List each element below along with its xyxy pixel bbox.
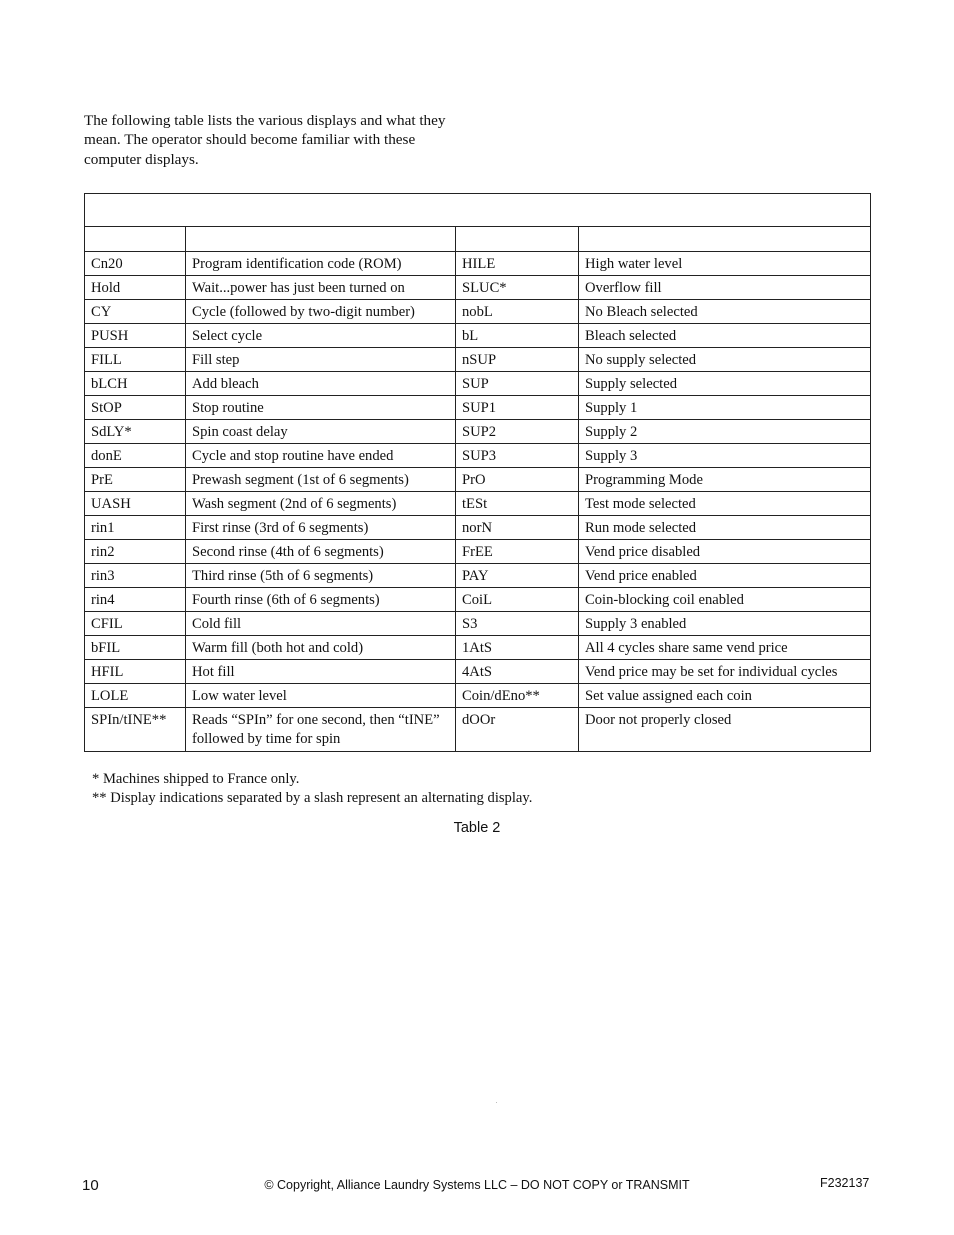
display-meaning: Bleach selected (579, 324, 871, 348)
display-code: 4AtS (456, 660, 579, 684)
display-meaning: Stop routine (186, 396, 456, 420)
intro-paragraph: The following table lists the various displays and what they mean. The operator should become familiar with these computer displays. (84, 112, 446, 168)
display-meaning: First rinse (3rd of 6 segments) (186, 516, 456, 540)
table-row (85, 540, 871, 564)
display-code: 1AtS (456, 636, 579, 660)
display-code: PrO (456, 468, 579, 492)
display-meaning: High water level (579, 252, 871, 276)
display-meaning: Hot fill (186, 660, 456, 684)
display-meaning: Programming Mode (579, 468, 871, 492)
display-code: StOP (85, 396, 186, 420)
display-meaning: Add bleach (186, 372, 456, 396)
display-meaning: Run mode selected (579, 516, 871, 540)
document-code: F232137 (820, 1176, 870, 1190)
display-code: PUSH (85, 324, 186, 348)
display-meaning: No Bleach selected (579, 300, 871, 324)
display-meaning: Low water level (186, 684, 456, 708)
table-row (85, 516, 871, 540)
table-row (85, 492, 871, 516)
display-meaning: Supply 2 (579, 420, 871, 444)
display-code: tESt (456, 492, 579, 516)
table-row (85, 396, 871, 420)
display-meaning: Spin coast delay (186, 420, 456, 444)
display-code: PAY (456, 564, 579, 588)
scan-speck (496, 1102, 497, 1103)
table-row (85, 564, 871, 588)
display-meaning: No supply selected (579, 348, 871, 372)
display-meaning: Vend price enabled (579, 564, 871, 588)
table-row (85, 420, 871, 444)
display-meaning: Prewash segment (1st of 6 segments) (186, 468, 456, 492)
footnote-alternating: ** Display indications separated by a slash represent an alternating display. (92, 790, 533, 806)
display-meaning: Overflow fill (579, 276, 871, 300)
display-code: SdLY* (85, 420, 186, 444)
display-code: dOOr (456, 708, 579, 752)
header-display-2 (456, 227, 579, 252)
display-meaning: Supply 3 (579, 444, 871, 468)
display-meaning: Supply 3 enabled (579, 612, 871, 636)
display-meaning: Vend price may be set for individual cycles (579, 660, 871, 684)
display-code: PrE (85, 468, 186, 492)
display-code: UASH (85, 492, 186, 516)
display-code: S3 (456, 612, 579, 636)
display-meaning: Vend price disabled (579, 540, 871, 564)
display-code: SUP (456, 372, 579, 396)
table-row (85, 708, 871, 752)
header-meaning-2 (579, 227, 871, 252)
display-code: bFIL (85, 636, 186, 660)
table-row (85, 588, 871, 612)
table-caption: Table 2 (453, 820, 501, 836)
display-meaning: Third rinse (5th of 6 segments) (186, 564, 456, 588)
display-meaning: Cold fill (186, 612, 456, 636)
table-row (85, 276, 871, 300)
display-codes-table-container (84, 193, 870, 752)
display-code: nSUP (456, 348, 579, 372)
display-meaning: Door not properly closed (579, 708, 871, 752)
display-code: rin1 (85, 516, 186, 540)
display-code: SLUC* (456, 276, 579, 300)
display-code: bLCH (85, 372, 186, 396)
display-code: bL (456, 324, 579, 348)
table-row (85, 684, 871, 708)
display-code: rin4 (85, 588, 186, 612)
display-code: SUP3 (456, 444, 579, 468)
display-code: SPIn/tINE** (85, 708, 186, 752)
footnote-france: * Machines shipped to France only. (92, 771, 300, 787)
display-meaning: Supply selected (579, 372, 871, 396)
display-meaning: Select cycle (186, 324, 456, 348)
display-code: HILE (456, 252, 579, 276)
display-meaning: Wash segment (2nd of 6 segments) (186, 492, 456, 516)
table-row (85, 300, 871, 324)
display-meaning: Cycle (followed by two-digit number) (186, 300, 456, 324)
display-code: rin2 (85, 540, 186, 564)
display-code: nobL (456, 300, 579, 324)
table-title (85, 194, 871, 227)
display-meaning: All 4 cycles share same vend price (579, 636, 871, 660)
table-row (85, 636, 871, 660)
table-title-row (85, 194, 871, 227)
display-code: CoiL (456, 588, 579, 612)
display-code: Cn20 (85, 252, 186, 276)
display-code: FrEE (456, 540, 579, 564)
display-code: rin3 (85, 564, 186, 588)
display-meaning: Fill step (186, 348, 456, 372)
header-display-1 (85, 227, 186, 252)
display-meaning: Second rinse (4th of 6 segments) (186, 540, 456, 564)
page-number: 10 (82, 1177, 99, 1194)
display-code: donE (85, 444, 186, 468)
table-row (85, 444, 871, 468)
table-header-row (85, 227, 871, 252)
display-meaning: Test mode selected (579, 492, 871, 516)
display-code: Hold (85, 276, 186, 300)
display-meaning: Warm fill (both hot and cold) (186, 636, 456, 660)
display-code: CFIL (85, 612, 186, 636)
table-row (85, 660, 871, 684)
display-code: SUP1 (456, 396, 579, 420)
display-meaning: Coin-blocking coil enabled (579, 588, 871, 612)
display-code: HFIL (85, 660, 186, 684)
display-meaning: Cycle and stop routine have ended (186, 444, 456, 468)
table-row (85, 348, 871, 372)
display-codes-table (84, 193, 871, 752)
display-meaning: Set value assigned each coin (579, 684, 871, 708)
display-meaning: Wait...power has just been turned on (186, 276, 456, 300)
display-code: FILL (85, 348, 186, 372)
display-code: norN (456, 516, 579, 540)
table-row (85, 324, 871, 348)
table-row (85, 252, 871, 276)
display-meaning: Fourth rinse (6th of 6 segments) (186, 588, 456, 612)
display-code: Coin/dEno** (456, 684, 579, 708)
header-meaning-1 (186, 227, 456, 252)
table-row (85, 468, 871, 492)
footnotes (92, 770, 532, 808)
table-row (85, 372, 871, 396)
display-meaning: Program identification code (ROM) (186, 252, 456, 276)
display-code: LOLE (85, 684, 186, 708)
display-meaning: Supply 1 (579, 396, 871, 420)
copyright-notice: © Copyright, Alliance Laundry Systems LLC – DO NOT COPY or TRANSMIT (264, 1178, 690, 1192)
table-row (85, 612, 871, 636)
display-code: CY (85, 300, 186, 324)
display-code: SUP2 (456, 420, 579, 444)
display-meaning: Reads “SPIn” for one second, then “tINE” followed by time for spin (186, 708, 456, 752)
